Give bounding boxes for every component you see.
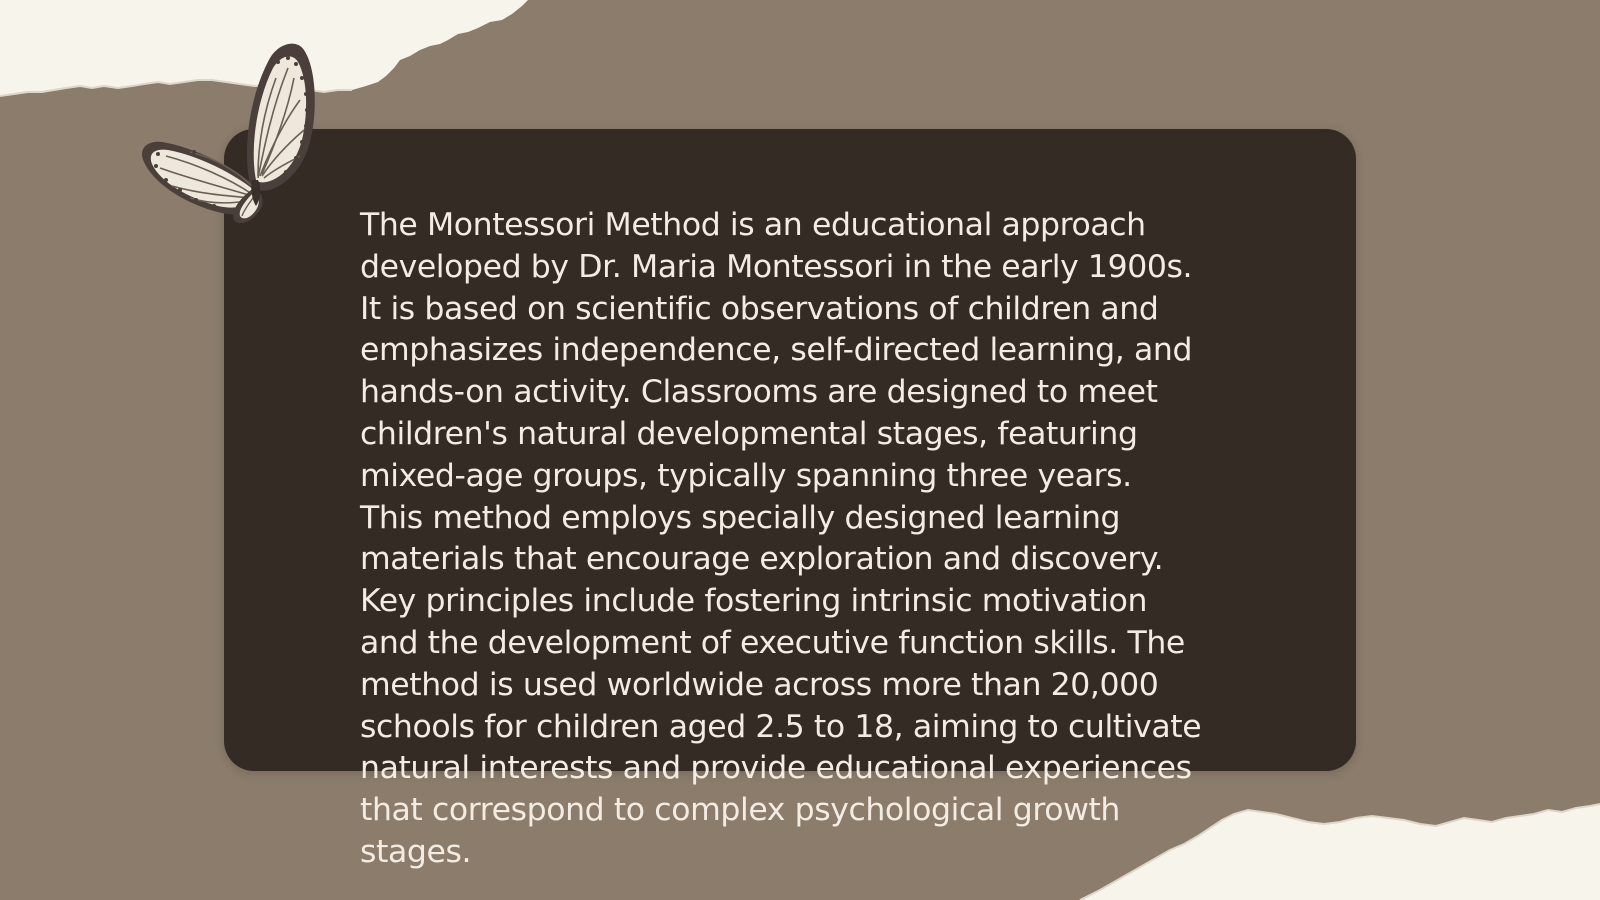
slide-body-text: The Montessori Method is an educational approach developed by Dr. Maria Montessori in the early 1900s. It is based on scientific observations of children and emphasizes independence, self-directed learning, and hands-on activity. Classrooms are designed to meet children's natural developmental stages, featuring mixed-age groups, typically spanning three years. This method employs specially designed learning materials that encourage exploration and discovery. Key principles include fostering intrinsic motivation and the development of executive function skills. The method is used worldwide across more than 20,000 schools for children aged 2.5 to 18, aiming to cultivate natural interests and provide educational experiences that correspond to complex psychological growth stages.: [360, 207, 1202, 870]
butterfly-icon: [138, 38, 328, 223]
